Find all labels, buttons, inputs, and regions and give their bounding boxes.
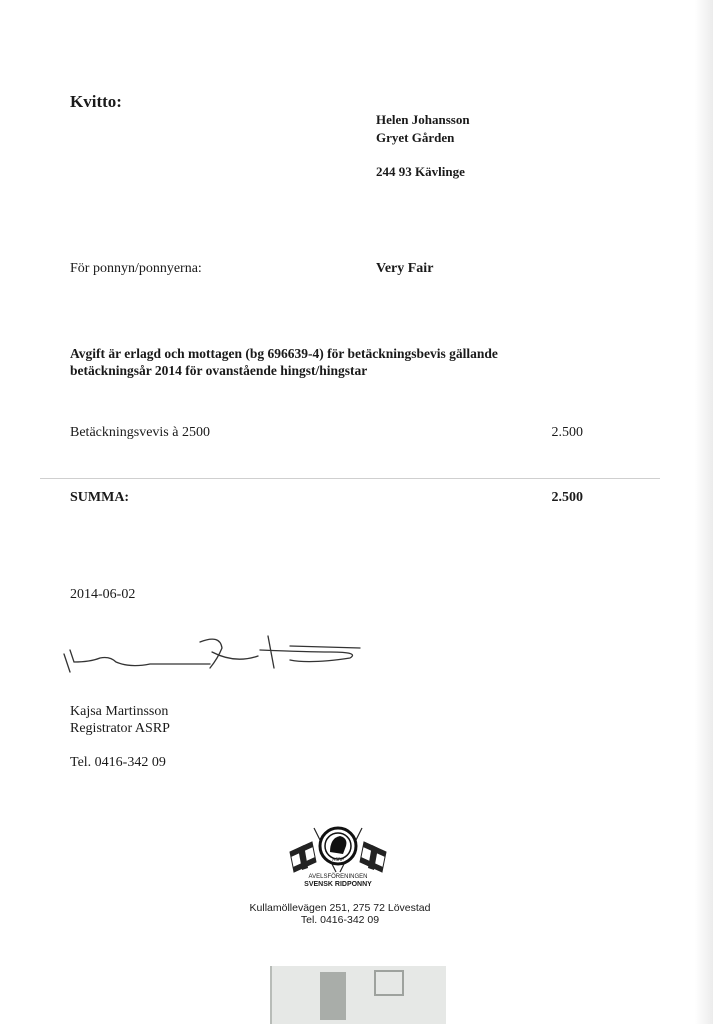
footer-phone: Tel. 0416-342 09 bbox=[300, 914, 380, 926]
recipient-postal: 244 93 Kävlinge bbox=[376, 164, 465, 179]
signer-role: Registrator ASRP bbox=[70, 721, 170, 736]
total-amount: 2.500 bbox=[551, 490, 583, 505]
signer-name: Kajsa Martinsson bbox=[70, 704, 169, 719]
recipient-name: Helen Johansson bbox=[376, 112, 470, 127]
stamp-box bbox=[374, 970, 404, 996]
recipient-farm: Gryet Gården bbox=[376, 130, 455, 145]
pony-value: Very Fair bbox=[376, 261, 434, 276]
pony-label: För ponnyn/ponnyerna: bbox=[70, 261, 202, 276]
payment-description-line1: Avgift är erlagd och mottagen (bg 696639-4) för betäckningsbevis gällande bbox=[70, 346, 498, 361]
asrp-logo bbox=[286, 822, 390, 892]
receipt-title: Kvitto: bbox=[70, 92, 122, 111]
total-label: SUMMA: bbox=[70, 490, 130, 505]
signature-image bbox=[60, 628, 370, 678]
logo-bottom-text: SVENSK RIDPONNY bbox=[304, 881, 372, 888]
line-item-amount: 2.500 bbox=[551, 425, 583, 440]
footer-address: Kullamöllevägen 251, 275 72 Lövestad bbox=[249, 902, 431, 914]
scan-stamp bbox=[270, 966, 446, 1024]
stamp-mark bbox=[320, 972, 346, 1020]
fold-line bbox=[40, 478, 660, 479]
payment-description-line2: betäckningsår 2014 för ovanstående hingst/hingstar bbox=[70, 363, 368, 378]
logo-badge-text: ASRP bbox=[332, 858, 344, 863]
payment-description bbox=[70, 345, 570, 379]
signer-phone: Tel. 0416-342 09 bbox=[70, 755, 166, 770]
receipt-date: 2014-06-02 bbox=[70, 587, 136, 602]
page-edge-shadow bbox=[695, 0, 713, 1024]
line-item-label: Betäckningsvevis à 2500 bbox=[70, 425, 210, 440]
logo-top-text: AVELSFÖRENINGEN bbox=[308, 874, 368, 880]
